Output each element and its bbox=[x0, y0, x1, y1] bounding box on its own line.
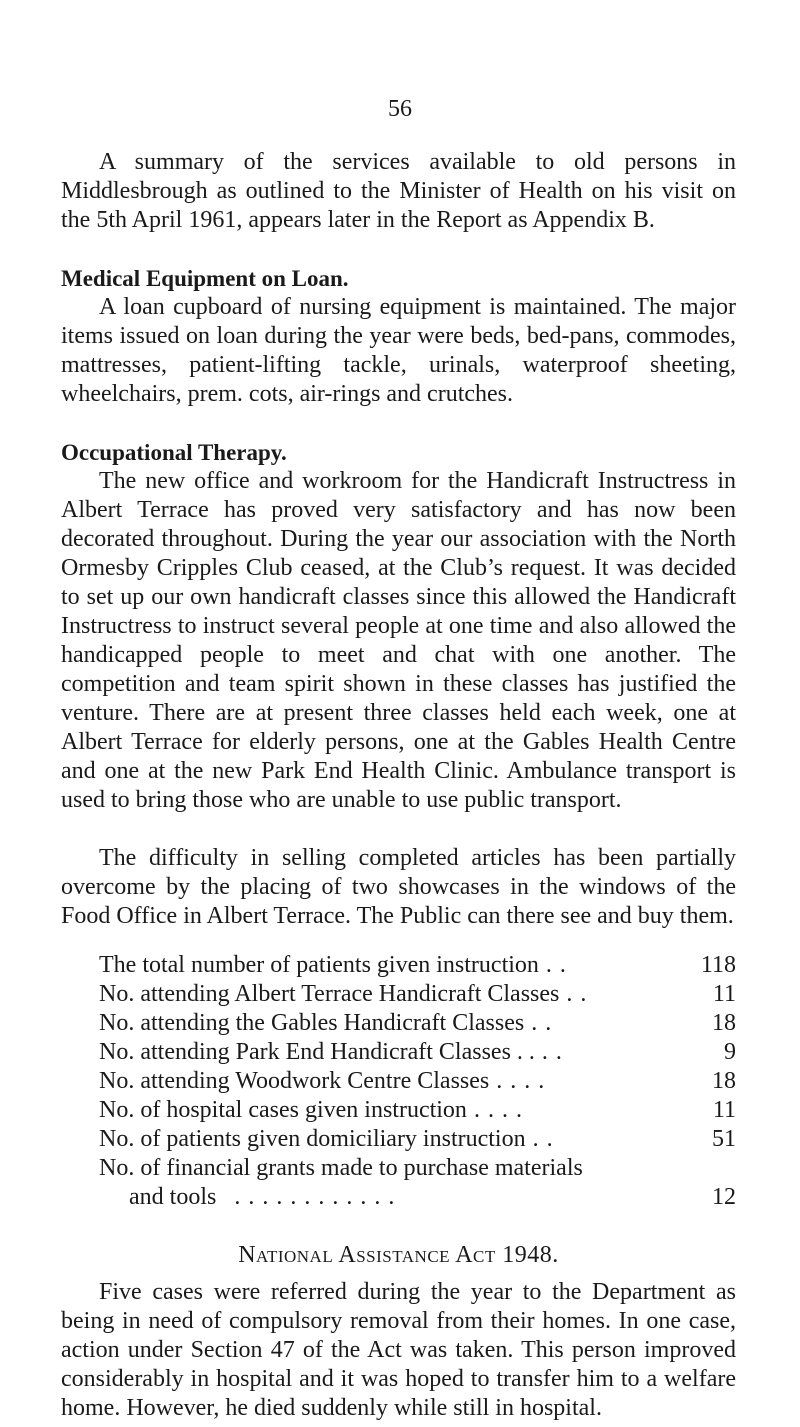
stat-row bbox=[99, 980, 736, 1009]
stat-value: 118 bbox=[700, 952, 736, 978]
stat-row bbox=[99, 1067, 736, 1096]
equipment-paragraph: A loan cupboard of nursing equipment is maintained. The major items issued on loan during the year were beds, bed-pans, commodes, mattresses, patient-lifting tackle, urinals, waterproof sheeting, wheelchairs, prem. cots, air-rings and crutches. bbox=[61, 294, 736, 407]
stat-row bbox=[99, 1009, 736, 1038]
equipment-heading: Medical Equipment on Loan. bbox=[61, 266, 349, 291]
stat-label: No. of patients given domiciliary instruction bbox=[99, 1126, 526, 1152]
stat-value: 18 bbox=[712, 1010, 736, 1036]
intro-paragraph: A summary of the services available to old persons in Middlesbrough as outlined to the Minister of Health on his visit on the 5th April 1961, appears later in the Report as Appendix B. bbox=[61, 149, 736, 233]
stat-row bbox=[99, 951, 736, 980]
stat-leader: . . bbox=[525, 1126, 554, 1152]
page-content bbox=[61, 148, 736, 1423]
stat-leader: . . bbox=[524, 1010, 553, 1036]
stat-label: No. attending Woodwork Centre Classes bbox=[99, 1068, 490, 1094]
occupational-paragraph-2: The difficulty in selling completed articles has been partially overcome by the placing of two showcases in the windows of the Food Office in Albert Terrace. The Public can there see and buy them. bbox=[61, 845, 736, 929]
stat-leader: . . . . . . . . . . . . bbox=[234, 1184, 396, 1210]
stat-label: No. of hospital cases given instruction bbox=[99, 1097, 467, 1123]
act-heading: National Assistance Act 1948. bbox=[238, 1242, 559, 1268]
stat-label: No. attending the Gables Handicraft Classes bbox=[99, 1010, 525, 1036]
act-paragraph: Five cases were referred during the year to the Department as being in need of compulsory removal from their homes. In one case, action under Section 47 of the Act was taken. This person improved considerably in hospital and it was hoped to transfer him to a welfare home. However, he died suddenly while still in hospital. bbox=[61, 1279, 736, 1421]
stat-row bbox=[99, 1096, 736, 1125]
stat-value: 11 bbox=[712, 981, 736, 1007]
stat-leader: . . bbox=[538, 952, 567, 978]
stat-leader: . . . . bbox=[466, 1097, 523, 1123]
stat-label: The total number of patients given instruction bbox=[99, 952, 539, 978]
stat-value: 12 bbox=[712, 1184, 736, 1210]
stat-leader: . . . . bbox=[489, 1068, 546, 1094]
page-number: 56 bbox=[388, 96, 412, 122]
stat-leader: . . bbox=[559, 981, 588, 1007]
stat-leader: . . bbox=[534, 1039, 563, 1065]
stat-label: No. of financial grants made to purchase materials bbox=[99, 1155, 583, 1181]
stat-label-continued: and tools bbox=[129, 1184, 217, 1210]
stat-row bbox=[99, 1125, 736, 1154]
stat-row bbox=[99, 1038, 736, 1067]
stat-value: 18 bbox=[712, 1068, 736, 1094]
statistics-table bbox=[99, 951, 736, 1212]
stat-value: 51 bbox=[712, 1126, 736, 1152]
stat-label: No. attending Park End Handicraft Classes . . bbox=[99, 1039, 535, 1065]
stat-label: No. attending Albert Terrace Handicraft Classes bbox=[99, 981, 560, 1007]
stat-value: 9 bbox=[724, 1039, 736, 1065]
occupational-paragraph-1: The new office and workroom for the Handicraft Instructress in Albert Terrace has proved very satisfactory and has now been decorated throughout. During the year our association with the North Ormesby Cripples Club ceased, at the Club’s request. It was decided to set up our own handicraft classes since this allowed the Handicraft Instructress to instruct several people at one time and also allowed the handicapped people to meet and chat with one another. The competition and team spirit shown in these classes has justified the venture. There are at present three classes held each week, one at Albert Terrace for elderly persons, one at the Gables Health Centre and one at the new Park End Health Clinic. Ambulance transport is used to bring those who are unable to use public transport. bbox=[61, 468, 736, 813]
occupational-heading: Occupational Therapy. bbox=[61, 440, 287, 465]
stat-row-grants bbox=[99, 1154, 736, 1212]
stat-value: 11 bbox=[712, 1097, 736, 1123]
